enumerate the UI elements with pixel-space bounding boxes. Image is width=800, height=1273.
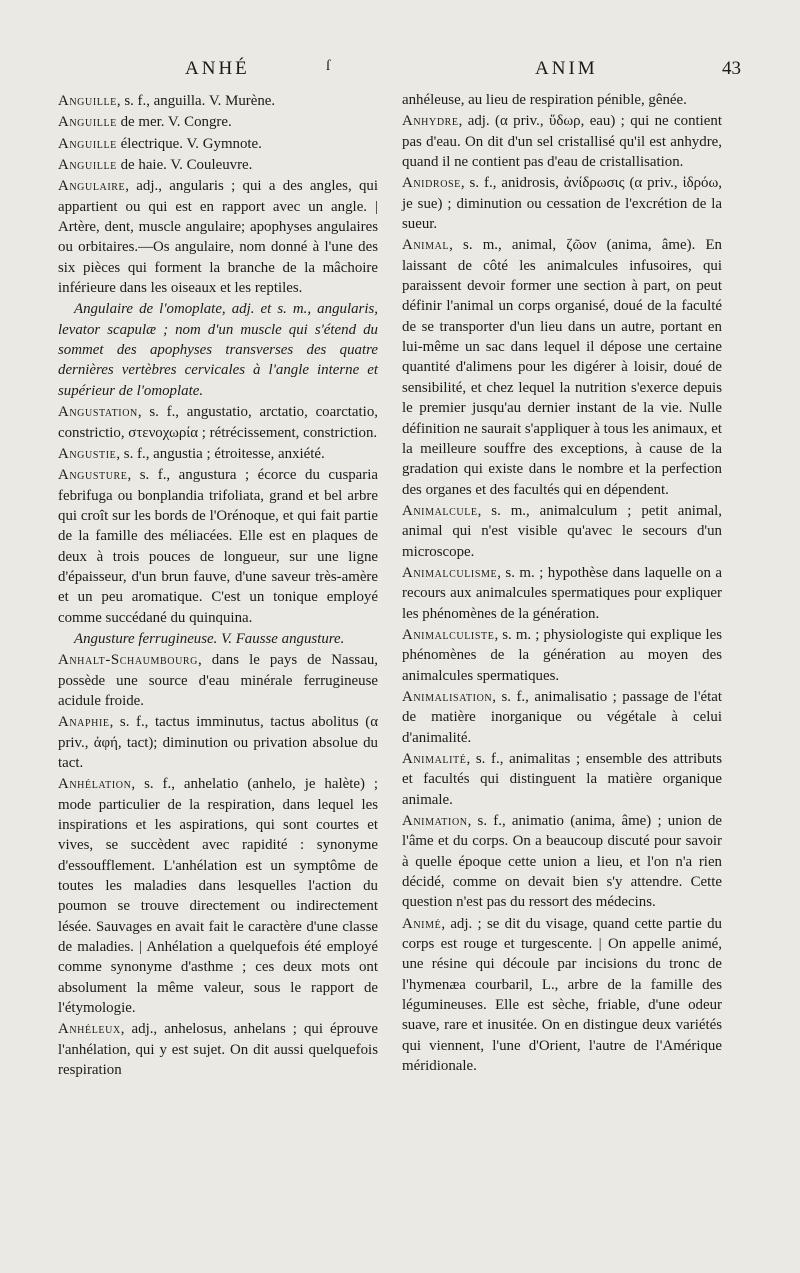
entry-angulaire [58, 176, 378, 298]
entry-angustie [58, 444, 378, 464]
entry-body: , adj., anhelosus, anhelans ; qui éprouve l'anhélation, qui y est sujet. On dit aussi quelquefois respiration [58, 1021, 378, 1079]
entry-headword: Anguille [58, 157, 117, 174]
entry-headword: Anhéleux [58, 1021, 121, 1038]
entry-headword: Angustie [58, 445, 117, 462]
entry-headword: Anhélation [58, 776, 132, 793]
entry-animal [402, 235, 722, 499]
entry-anhelation [58, 774, 378, 1018]
entry-anaphie [58, 712, 378, 773]
entry-body: , s. f., anhelatio (anhelo, je halète) ; mode particulier de la respiration, dans lequel les inspirations et les aspirations, qui sont courtes et vives, se succèdent avec rapidité : synonyme d'essoufflement. L'anhélation est un symptôme de toutes les maladies dans lesquelles l'action du poumon se trouve directement ou indirectement lésée. Sauvages en avait fait le caractère d'une classe de maladies. | Anhélation a quelquefois été employé comme synonyme d'asthme ; ces deux mots ont absolument la même valeur, sous le rapport de l'étymologie. [58, 776, 378, 1017]
entry-body: , s. f., animatio (anima, âme) ; union de l'âme et du corps. On a beaucoup discuté pour savoir à quelle époque cette union a lieu, et l'on n'a rien décidé, comme on devait bien s'y attendre. Cette question n'est pas du ressort des médecins. [402, 813, 722, 911]
entry-body: , s. f., tactus imminutus, tactus abolitus (α priv., ἀφή, tact); diminution ou privation absolue du tact. [58, 714, 378, 771]
entry-animalculisme [402, 563, 722, 624]
entry-headword: Anguille [58, 135, 117, 152]
entry-body: , adj., angularis ; qui a des angles, qui appartient ou qui est en rapport avec un angle. | Artère, dent, muscle angulaire; apophyses angulaires ou orbitaires.—Os angulaire, nom donné à l'une des six pièces qui forment la branche de la mâchoire inférieure dans les oiseaux et les reptiles. [58, 178, 378, 297]
entry-body: de haie. V. Couleuvre. [116, 157, 253, 174]
entry-anhalt-schaumbourg [58, 650, 378, 711]
entry-headword: Animalcule [402, 502, 478, 519]
entry-angusture-ferrugineuse: Angusture ferrugineuse. V. Fausse angusture. [74, 630, 345, 647]
entry-anguille [58, 91, 378, 111]
entry-body: , s. m. ; hypothèse dans laquelle on a recours aux animalcules spermatiques pour expliquer les phénomènes de la génération. [402, 564, 722, 622]
entry-animalculiste [402, 625, 722, 686]
left-column [58, 90, 378, 1081]
entry-body: , s. m. ; physiologiste qui explique les phénomènes de la génération au moyen des animalcules spermatiques. [402, 626, 722, 684]
entry-body: de mer. V. Congre. [116, 114, 232, 131]
entry-body: , s. f., angustura ; écorce du cusparia febrifuga ou bonplandia trifoliata, grand et bel arbre qui croît sur les bords de l'Orénoque, et qui fait partie de la famille des méliacées. Elle est en plaques de deux à trois pouces de longueur, sur une ligne d'épaisseur, d'un brun fauve, d'une saveur très-amère et un peu aromatique. C'est un tonique employé comme succédané du quinquina. [58, 467, 378, 626]
entry-headword: Anaphie [58, 714, 110, 731]
right-column [402, 90, 722, 1077]
entry-body: , s. m., animalculum ; petit animal, animal qui n'est visible qu'avec le secours d'un microscope. [402, 502, 722, 560]
entry-anheleux [58, 1019, 378, 1080]
entry-headword: Animalculisme [402, 564, 498, 581]
entry-body: , s. m., animal, ζῶον (anima, âme). En laissant de côté les animalcules infusoires, qui paraissent devoir former une section à part, on peut définir l'animal un corps organisé, doué de la faculté de se transporter d'un lieu dans un autre, portant en lui-même un sac dans lequel il dépose une certaine quantité d'alimens pour les digérer à loisir, doué de sensibilité, et chez lequel la nutrition s'exerce depuis le premier jusqu'au dernier instant de la vie. Nulle définition ne saurait s'appliquer à tous les animaux, et la meilleure souffre des exceptions, à cause de la gradation qui existe dans le nombre et la perfection des organes et des facultés qui en dépendent. [402, 237, 722, 498]
entry-anhydre [402, 111, 722, 172]
entry-headword: Animation [402, 813, 468, 830]
entry-headword: Angulaire [58, 178, 126, 195]
entry-headword: Anhydre [402, 113, 459, 130]
entry-body: , adj. ; se dit du visage, quand cette partie du corps est rouge et turgescente. | On appelle animé, une résine qui découle par incisions du tronc de l'hymenæa courbaril, L., arbre de la famille des légumineuses. Elle est sèche, friable, d'une odeur suave, rare et inusitée. On en distingue deux variétés qui viennent, l'une d'Orient, l'autre de l'Amérique méridionale. [402, 915, 722, 1075]
entry-animalisation [402, 687, 722, 748]
entry-headword: Animal [402, 237, 450, 254]
entry-body: , s. f., angustia ; étroitesse, anxiété. [116, 445, 325, 462]
entry-anguille-electrique [58, 134, 378, 154]
entry-body: électrique. V. Gymnote. [116, 135, 262, 152]
entry-body: , s. f., angustatio, arctatio, coarctatio, constrictio, στενοχωρία ; rétrécissement, constriction. [58, 404, 378, 441]
entry-anguille-de-mer [58, 112, 378, 132]
entry-anguille-de-haie [58, 155, 378, 175]
entry-angulaire-omoplate: Angulaire de l'omoplate, adj. et s. m., angularis, levator scapulæ ; nom d'un muscle qui s'étend du sommet des apophyses transverses des quatre dernières vertèbres cervicales à l'angle interne et supérieur de l'omoplate. [58, 301, 378, 399]
entry-anime [402, 914, 722, 1077]
entry-headword: Animalculiste [402, 626, 495, 643]
entry-headword: Animé [402, 915, 442, 932]
page-number: 43 [722, 58, 741, 79]
running-head-right: ANIM [535, 58, 598, 79]
entry-body: , s. f., anidrosis, ἀνίδρωσις (α priv., ἱδρόω, je sue) ; diminution ou cessation de l'excrétion de la sueur. [402, 175, 722, 233]
entry-continuation: anhéleuse, au lieu de respiration pénible, gênée. [402, 92, 687, 108]
entry-angusture [58, 465, 378, 628]
entry-animalite [402, 749, 722, 810]
entry-headword: Angusture [58, 467, 128, 484]
entry-headword: Anhalt-Schaumbourg [58, 652, 198, 669]
entry-headword: Anguille [58, 93, 117, 109]
entry-anidrose [402, 173, 722, 234]
entry-animation [402, 811, 722, 913]
entry-headword: Anidrose [402, 175, 461, 192]
entry-animalcule [402, 501, 722, 562]
entry-body: , s. f., anguilla. V. Murène. [116, 93, 276, 109]
entry-body: , s. f., animalitas ; ensemble des attributs et facultés qui distinguent la matière organique animale. [402, 751, 722, 808]
running-head-left: ANHÉ [185, 58, 250, 79]
entry-body: , dans le pays de Nassau, possède une source d'eau minérale ferrugineuse acidule froide. [58, 652, 378, 709]
running-head-mark: ſ [326, 58, 334, 74]
entry-headword: Animalité [402, 751, 467, 767]
entry-headword: Angustation [58, 404, 138, 421]
entry-headword: Anguille [58, 114, 117, 131]
entry-body: , s. f., animalisatio ; passage de l'état de matière inorganique ou végétale à celui d'animalité. [402, 688, 722, 746]
entry-body: , adj. (α priv., ὕδωρ, eau) ; qui ne contient pas d'eau. On dit d'un sel cristallisé qu'il est anhydre, quand il ne contient pas d'eau de cristallisation. [402, 113, 722, 171]
entry-headword: Animalisation [402, 688, 493, 705]
entry-angustation [58, 402, 378, 443]
